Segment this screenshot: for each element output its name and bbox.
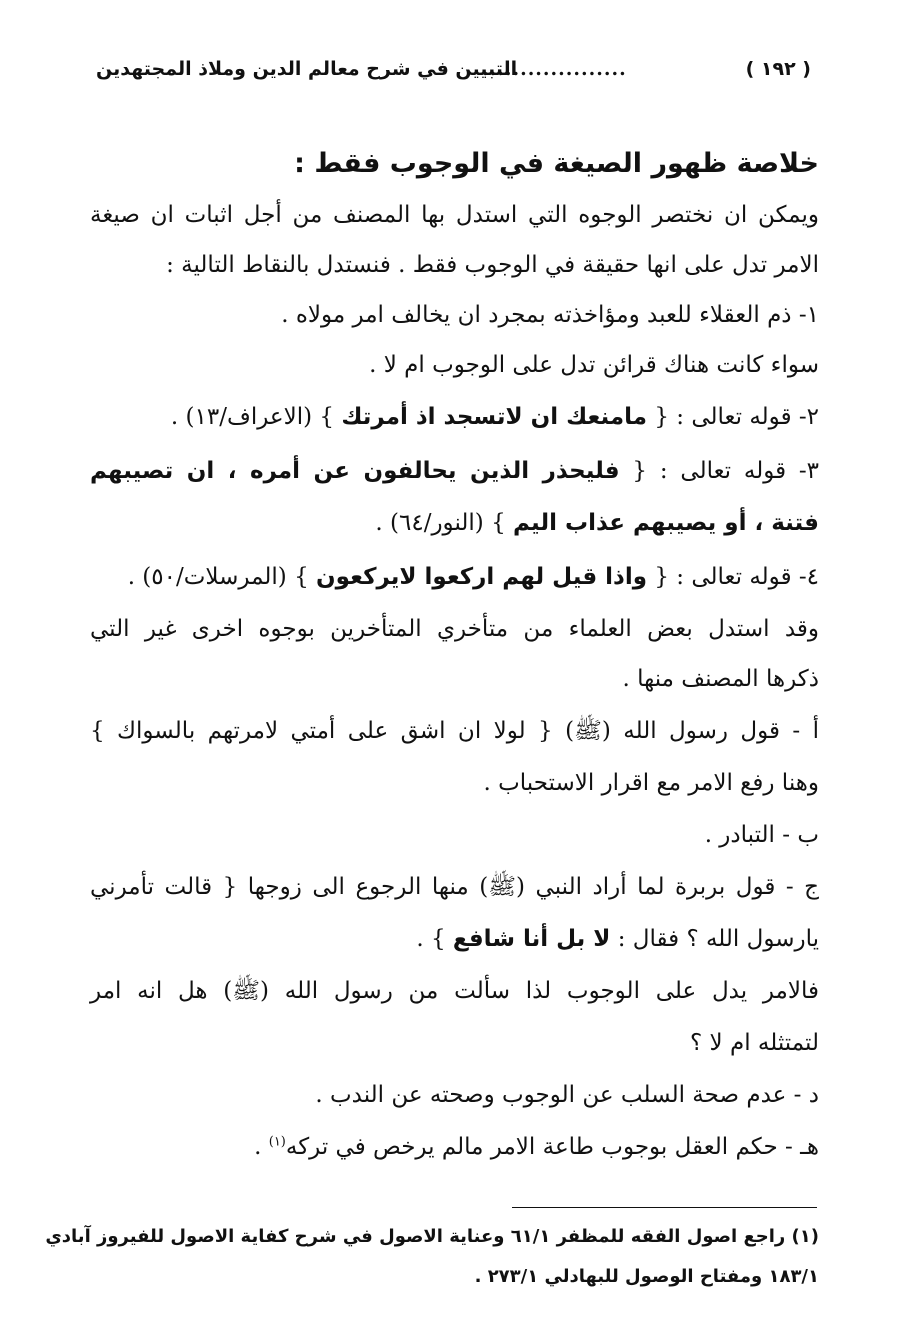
- item-a-line-1: أ - قول رسول الله (ﷺ) { لولا ان اشق على أمتي لامرتهم بالسواك }: [90, 718, 819, 744]
- point-3-verse-line-2: فتنة ، أو يصيبهم عذاب اليم: [513, 510, 819, 536]
- point-1-line-2: سواء كانت هناك قرائن تدل على الوجوب ام لا .: [369, 352, 819, 378]
- point-3-line-2: [375, 508, 819, 538]
- item-c-line-2: [416, 924, 819, 954]
- point-2-verse: مامنعك ان لاتسجد اذ أمرتك: [341, 404, 648, 430]
- item-c-quote: لا بل أنا شافع: [452, 926, 611, 952]
- footnote-separator: [512, 1207, 817, 1208]
- point-1-line-1: ١- ذم العقلاء للعبد ومؤاخذته بمجرد ان يخالف امر مولاه .: [281, 302, 819, 328]
- footnote-reference-mark[interactable]: (١): [268, 1134, 286, 1150]
- point-4-verse: واذا قيل لهم اركعوا لايركعون: [316, 564, 648, 590]
- book-title: التبيين في شرح معالم الدين وملاذ المجتهدين: [96, 58, 518, 80]
- item-e-end: .: [254, 1134, 262, 1160]
- point-3-prefix: ٣- قوله تعالى : {: [632, 458, 820, 484]
- point-3-line-1: [90, 456, 819, 486]
- footnote-1-line-2: ١٨٣/١ ومفتاح الوصول للبهادلي ٢٧٣/١ .: [474, 1266, 819, 1287]
- point-4-suffix: } (المرسلات/٥٠) .: [127, 564, 309, 590]
- section-heading: خلاصة ظهور الصيغة في الوجوب فقط :: [294, 148, 819, 179]
- page-number: ( ١٩٢ ): [745, 58, 811, 80]
- point-2-suffix: } (الاعراف/١٣) .: [170, 404, 335, 430]
- item-c-line-2-a: يارسول الله ؟ فقال :: [617, 926, 819, 952]
- item-b: ب - التبادر .: [704, 822, 819, 848]
- point-3-suffix: } (النور/٦٤) .: [375, 510, 506, 536]
- point-2-prefix: ٢- قوله تعالى : {: [654, 404, 819, 430]
- point-3-verse-line-1: فليحذر الذين يحالفون عن أمره ، ان تصيبهم: [90, 458, 620, 484]
- point-4: [128, 562, 819, 592]
- header-leader-dots: ...................: [482, 58, 627, 80]
- others-line-1: وقد استدل بعض العلماء من متأخري المتأخرين بوجوه اخرى غير التي: [90, 616, 819, 642]
- intro-line-2: الامر تدل على انها حقيقة في الوجوب فقط . فنستدل بالنقاط التالية :: [166, 252, 819, 278]
- intro-line-1: ويمكن ان نختصر الوجوه التي استدل بها المصنف من أجل اثبات ان صيغة: [90, 202, 819, 228]
- conclusion-line-2: لتمتثله ام لا ؟: [690, 1030, 819, 1056]
- item-c-line-2-c: } .: [416, 926, 446, 952]
- point-4-prefix: ٤- قوله تعالى : {: [654, 564, 819, 590]
- item-d: د - عدم صحة السلب عن الوجوب وصحته عن الندب .: [315, 1082, 819, 1108]
- item-e: [254, 1132, 819, 1162]
- conclusion-line-1: فالامر يدل على الوجوب لذا سألت من رسول الله (ﷺ) هل انه امر: [90, 978, 819, 1004]
- item-a-line-2: وهنا رفع الامر مع اقرار الاستحباب .: [483, 770, 819, 796]
- item-c-line-1: ج - قول بربرة لما أراد النبي (ﷺ) منها الرجوع الى زوجها { قالت تأمرني: [90, 874, 819, 900]
- others-line-2: ذكرها المصنف منها .: [622, 666, 819, 692]
- point-2: [171, 402, 819, 432]
- footnote-1-line-1: (١) راجع اصول الفقه للمظفر ٦١/١ وعناية الاصول في شرح كفاية الاصول للفيروز آبادي: [45, 1226, 819, 1247]
- item-e-text: هـ - حكم العقل بوجوب طاعة الامر مالم يرخص في تركه: [285, 1134, 819, 1160]
